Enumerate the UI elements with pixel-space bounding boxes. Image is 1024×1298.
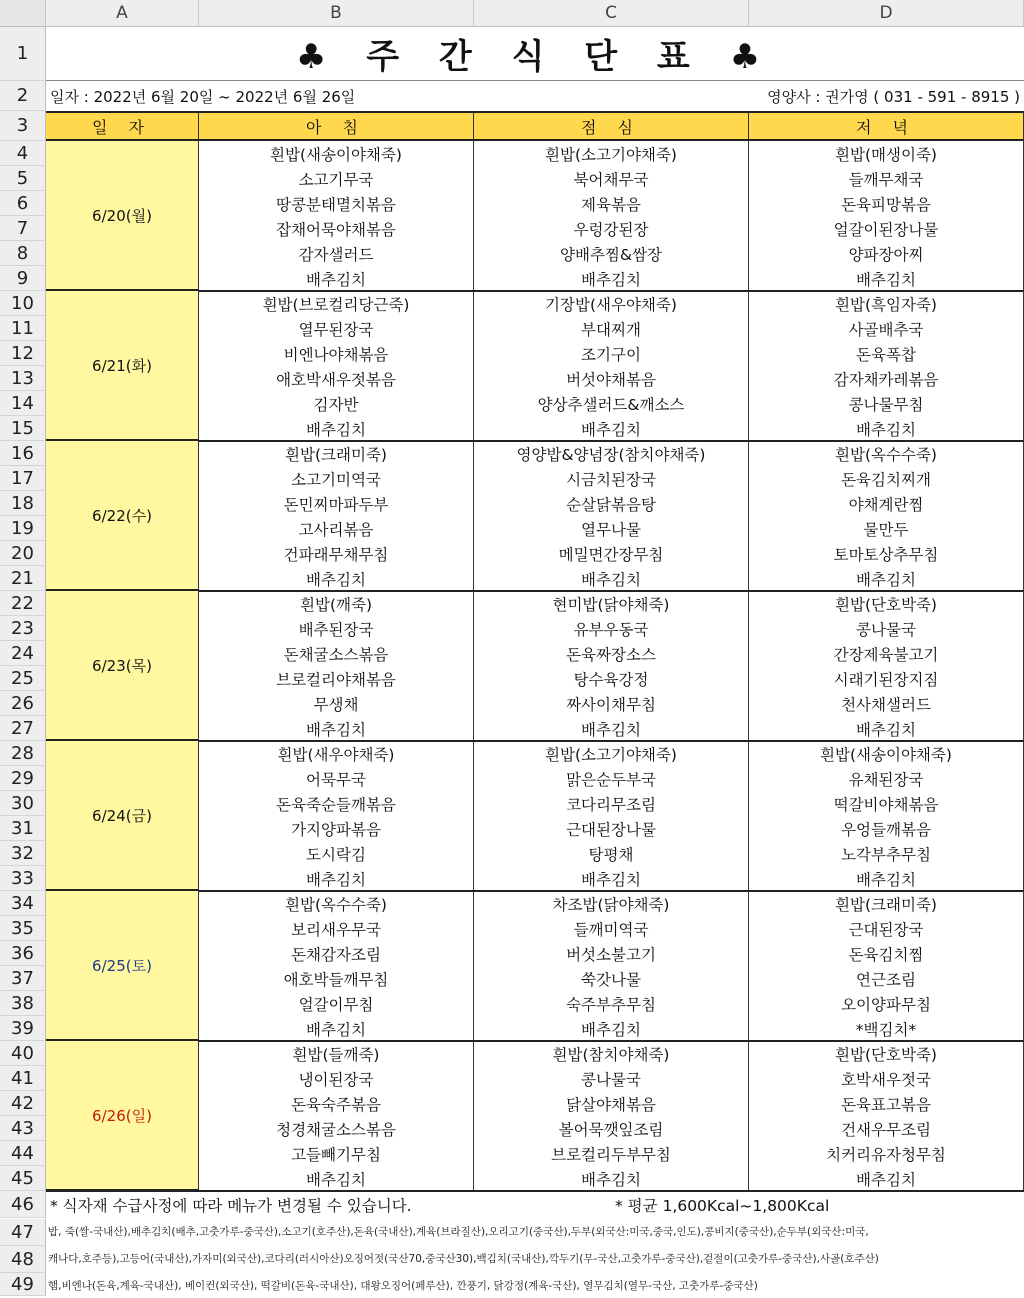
page-title[interactable]: ♣ 주 간 식 단 표 ♣: [46, 27, 1024, 81]
dinner-menu-item[interactable]: 흰밥(단호박죽): [749, 1041, 1024, 1066]
lunch-menu-item[interactable]: 양배추찜&쌈장: [474, 241, 749, 266]
row-header-33[interactable]: 33: [0, 866, 46, 891]
dinner-menu-item[interactable]: 천사채샐러드: [749, 691, 1024, 716]
row-header-18[interactable]: 18: [0, 491, 46, 516]
row-header-7[interactable]: 7: [0, 216, 46, 241]
dinner-menu-item[interactable]: 배추김치: [749, 716, 1024, 741]
breakfast-menu-item[interactable]: 흰밥(새우야채죽): [199, 741, 474, 766]
row-header-47[interactable]: 47: [0, 1219, 46, 1246]
dinner-menu-item[interactable]: 돈육폭찹: [749, 341, 1024, 366]
lunch-menu-item[interactable]: 짜사이채무침: [474, 691, 749, 716]
day-label[interactable]: 6/25(토): [46, 891, 199, 1041]
row-header-32[interactable]: 32: [0, 841, 46, 866]
breakfast-menu-item[interactable]: 땅콩분태멸치볶음: [199, 191, 474, 216]
lunch-menu-item[interactable]: 메밀면간장무침: [474, 541, 749, 566]
row-header-17[interactable]: 17: [0, 466, 46, 491]
row-header-38[interactable]: 38: [0, 991, 46, 1016]
row-header-12[interactable]: 12: [0, 341, 46, 366]
breakfast-menu-item[interactable]: 돈민찌마파두부: [199, 491, 474, 516]
breakfast-menu-item[interactable]: 김자반: [199, 391, 474, 416]
breakfast-menu-item[interactable]: 돈육죽순들깨볶음: [199, 791, 474, 816]
breakfast-menu-item[interactable]: 가지양파볶음: [199, 816, 474, 841]
breakfast-menu-item[interactable]: 냉이된장국: [199, 1066, 474, 1091]
dinner-menu-item[interactable]: 떡갈비야채볶음: [749, 791, 1024, 816]
row-header-11[interactable]: 11: [0, 316, 46, 341]
breakfast-menu-item[interactable]: 감자샐러드: [199, 241, 474, 266]
header-lunch[interactable]: 점 심: [474, 111, 749, 141]
row-header-45[interactable]: 45: [0, 1166, 46, 1191]
dinner-menu-item[interactable]: 돈육표고볶음: [749, 1091, 1024, 1116]
row-header-37[interactable]: 37: [0, 966, 46, 991]
row-header-10[interactable]: 10: [0, 291, 46, 316]
lunch-menu-item[interactable]: 흰밥(소고기야채죽): [474, 141, 749, 166]
breakfast-menu-item[interactable]: 무생채: [199, 691, 474, 716]
row-header-2[interactable]: 2: [0, 81, 46, 111]
breakfast-menu-item[interactable]: 돈채굴소스볶음: [199, 641, 474, 666]
lunch-menu-item[interactable]: 제육볶음: [474, 191, 749, 216]
dinner-menu-item[interactable]: 흰밥(크래미죽): [749, 891, 1024, 916]
breakfast-menu-item[interactable]: 건파래무채무침: [199, 541, 474, 566]
breakfast-menu-item[interactable]: 흰밥(옥수수죽): [199, 891, 474, 916]
dinner-menu-item[interactable]: 시래기된장지짐: [749, 666, 1024, 691]
day-label[interactable]: 6/20(월): [46, 141, 199, 291]
row-header-23[interactable]: 23: [0, 616, 46, 641]
dinner-menu-item[interactable]: 사골배추국: [749, 316, 1024, 341]
row-header-21[interactable]: 21: [0, 566, 46, 591]
dinner-menu-item[interactable]: *백김치*: [749, 1016, 1024, 1041]
lunch-menu-item[interactable]: 브로컬리두부무침: [474, 1141, 749, 1166]
lunch-menu-item[interactable]: 볼어묵깻잎조림: [474, 1116, 749, 1141]
lunch-menu-item[interactable]: 맑은순두부국: [474, 766, 749, 791]
header-dinner[interactable]: 저 녁: [749, 111, 1024, 141]
dinner-menu-item[interactable]: 간장제육불고기: [749, 641, 1024, 666]
row-header-5[interactable]: 5: [0, 166, 46, 191]
dinner-menu-item[interactable]: 배추김치: [749, 266, 1024, 291]
row-header-44[interactable]: 44: [0, 1141, 46, 1166]
breakfast-menu-item[interactable]: 소고기무국: [199, 166, 474, 191]
dinner-menu-item[interactable]: 흰밥(옥수수죽): [749, 441, 1024, 466]
row-header-26[interactable]: 26: [0, 691, 46, 716]
day-label[interactable]: 6/26(일): [46, 1041, 199, 1191]
column-header-a[interactable]: A: [46, 0, 199, 27]
row-header-3[interactable]: 3: [0, 111, 46, 141]
lunch-menu-item[interactable]: 조기구이: [474, 341, 749, 366]
breakfast-menu-item[interactable]: 얼갈이무침: [199, 991, 474, 1016]
dinner-menu-item[interactable]: 콩나물무침: [749, 391, 1024, 416]
lunch-menu-item[interactable]: 배추김치: [474, 266, 749, 291]
dinner-menu-item[interactable]: 토마토상추무침: [749, 541, 1024, 566]
header-date[interactable]: 일 자: [46, 111, 199, 141]
row-header-6[interactable]: 6: [0, 191, 46, 216]
row-header-22[interactable]: 22: [0, 591, 46, 616]
row-header-35[interactable]: 35: [0, 916, 46, 941]
dinner-menu-item[interactable]: 흰밥(단호박죽): [749, 591, 1024, 616]
breakfast-menu-item[interactable]: 브로컬리야채볶음: [199, 666, 474, 691]
row-header-9[interactable]: 9: [0, 266, 46, 291]
row-header-49[interactable]: 49: [0, 1273, 46, 1296]
day-label[interactable]: 6/21(화): [46, 291, 199, 441]
breakfast-menu-item[interactable]: 배추김치: [199, 416, 474, 441]
day-label[interactable]: 6/22(수): [46, 441, 199, 591]
row-header-25[interactable]: 25: [0, 666, 46, 691]
breakfast-menu-item[interactable]: 배추김치: [199, 1016, 474, 1041]
breakfast-menu-item[interactable]: 열무된장국: [199, 316, 474, 341]
lunch-menu-item[interactable]: 탕수육강정: [474, 666, 749, 691]
dinner-menu-item[interactable]: 호박새우젓국: [749, 1066, 1024, 1091]
breakfast-menu-item[interactable]: 흰밥(들깨죽): [199, 1041, 474, 1066]
breakfast-menu-item[interactable]: 고들빼기무침: [199, 1141, 474, 1166]
dinner-menu-item[interactable]: 배추김치: [749, 866, 1024, 891]
breakfast-menu-item[interactable]: 흰밥(새송이야채죽): [199, 141, 474, 166]
lunch-menu-item[interactable]: 배추김치: [474, 1166, 749, 1191]
dinner-menu-item[interactable]: 치커리유자청무침: [749, 1141, 1024, 1166]
row-header-28[interactable]: 28: [0, 741, 46, 766]
dinner-menu-item[interactable]: 흰밥(새송이야채죽): [749, 741, 1024, 766]
breakfast-menu-item[interactable]: 고사리볶음: [199, 516, 474, 541]
dinner-menu-item[interactable]: 돈육김치찜: [749, 941, 1024, 966]
breakfast-menu-item[interactable]: 배추김치: [199, 266, 474, 291]
lunch-menu-item[interactable]: 탕평채: [474, 841, 749, 866]
lunch-menu-item[interactable]: 배추김치: [474, 416, 749, 441]
lunch-menu-item[interactable]: 배추김치: [474, 716, 749, 741]
breakfast-menu-item[interactable]: 배추김치: [199, 566, 474, 591]
day-label[interactable]: 6/24(금): [46, 741, 199, 891]
row-header-42[interactable]: 42: [0, 1091, 46, 1116]
row-header-16[interactable]: 16: [0, 441, 46, 466]
breakfast-menu-item[interactable]: 돈채감자조림: [199, 941, 474, 966]
breakfast-menu-item[interactable]: 흰밥(깨죽): [199, 591, 474, 616]
lunch-menu-item[interactable]: 양상추샐러드&깨소스: [474, 391, 749, 416]
origin-line-3[interactable]: 햄,비엔나(돈육,계육-국내산), 베이컨(외국산), 떡갈비(돈육-국내산), 대왕오징어(페루산), 깐풍기, 닭강정(계육-국산), 열무김치(열무-국산, 고춧가루-중국산): [48, 1280, 758, 1292]
breakfast-menu-item[interactable]: 도시락김: [199, 841, 474, 866]
lunch-menu-item[interactable]: 영양밥&양념장(참치야채죽): [474, 441, 749, 466]
row-header-48[interactable]: 48: [0, 1246, 46, 1273]
dinner-menu-item[interactable]: 야채계란찜: [749, 491, 1024, 516]
breakfast-menu-item[interactable]: 어묵무국: [199, 766, 474, 791]
dinner-menu-item[interactable]: 얼갈이된장나물: [749, 216, 1024, 241]
dinner-menu-item[interactable]: 양파장아찌: [749, 241, 1024, 266]
lunch-menu-item[interactable]: 버섯소불고기: [474, 941, 749, 966]
column-header-d[interactable]: D: [749, 0, 1024, 27]
lunch-menu-item[interactable]: 순살닭볶음탕: [474, 491, 749, 516]
breakfast-menu-item[interactable]: 애호박들깨무침: [199, 966, 474, 991]
breakfast-menu-item[interactable]: 배추된장국: [199, 616, 474, 641]
dinner-menu-item[interactable]: 물만두: [749, 516, 1024, 541]
origin-line-1[interactable]: 밥, 죽(쌀-국내산),배추김치(배추,고춧가루-중국산),소고기(호주산),돈육(국내산),계육(브라질산),오리고기(중국산),두부(외국산:미국,중국,인도),콩비지(중국산),순두부(외국산:미국,: [48, 1226, 869, 1238]
breakfast-menu-item[interactable]: 소고기미역국: [199, 466, 474, 491]
dinner-menu-item[interactable]: 배추김치: [749, 566, 1024, 591]
column-header-c[interactable]: C: [474, 0, 749, 27]
header-breakfast[interactable]: 아 침: [199, 111, 474, 141]
lunch-menu-item[interactable]: 돈육짜장소스: [474, 641, 749, 666]
lunch-menu-item[interactable]: 근대된장나물: [474, 816, 749, 841]
dinner-menu-item[interactable]: 흰밥(흑임자죽): [749, 291, 1024, 316]
lunch-menu-item[interactable]: 숙주부추무침: [474, 991, 749, 1016]
lunch-menu-item[interactable]: 배추김치: [474, 1016, 749, 1041]
dinner-menu-item[interactable]: 배추김치: [749, 1166, 1024, 1191]
lunch-menu-item[interactable]: 콩나물국: [474, 1066, 749, 1091]
column-header-b[interactable]: B: [199, 0, 474, 27]
dinner-menu-item[interactable]: 근대된장국: [749, 916, 1024, 941]
row-header-8[interactable]: 8: [0, 241, 46, 266]
row-header-34[interactable]: 34: [0, 891, 46, 916]
row-header-4[interactable]: 4: [0, 141, 46, 166]
row-header-27[interactable]: 27: [0, 716, 46, 741]
dinner-menu-item[interactable]: 연근조림: [749, 966, 1024, 991]
row-header-39[interactable]: 39: [0, 1016, 46, 1041]
dinner-menu-item[interactable]: 감자채카레볶음: [749, 366, 1024, 391]
breakfast-menu-item[interactable]: 배추김치: [199, 716, 474, 741]
breakfast-menu-item[interactable]: 잡채어묵야채볶음: [199, 216, 474, 241]
breakfast-menu-item[interactable]: 배추김치: [199, 866, 474, 891]
row-header-24[interactable]: 24: [0, 641, 46, 666]
lunch-menu-item[interactable]: 닭살야채볶음: [474, 1091, 749, 1116]
lunch-menu-item[interactable]: 코다리무조림: [474, 791, 749, 816]
lunch-menu-item[interactable]: 시금치된장국: [474, 466, 749, 491]
dinner-menu-item[interactable]: 배추김치: [749, 416, 1024, 441]
dinner-menu-item[interactable]: 콩나물국: [749, 616, 1024, 641]
lunch-menu-item[interactable]: 흰밥(참치야채죽): [474, 1041, 749, 1066]
dinner-menu-item[interactable]: 오이양파무침: [749, 991, 1024, 1016]
row-header-20[interactable]: 20: [0, 541, 46, 566]
row-header-43[interactable]: 43: [0, 1116, 46, 1141]
select-all-corner[interactable]: [0, 0, 46, 27]
dinner-menu-item[interactable]: 흰밥(매생이죽): [749, 141, 1024, 166]
row-header-36[interactable]: 36: [0, 941, 46, 966]
breakfast-menu-item[interactable]: 돈육숙주볶음: [199, 1091, 474, 1116]
day-label[interactable]: 6/23(목): [46, 591, 199, 741]
lunch-menu-item[interactable]: 흰밥(소고기야채죽): [474, 741, 749, 766]
lunch-menu-item[interactable]: 쑥갓나물: [474, 966, 749, 991]
lunch-menu-item[interactable]: 배추김치: [474, 566, 749, 591]
breakfast-menu-item[interactable]: 보리새우무국: [199, 916, 474, 941]
row-header-41[interactable]: 41: [0, 1066, 46, 1091]
row-header-13[interactable]: 13: [0, 366, 46, 391]
period-text[interactable]: 일자 : 2022년 6월 20일 ~ 2022년 6월 26일: [50, 87, 356, 106]
breakfast-menu-item[interactable]: 흰밥(브로컬리당근죽): [199, 291, 474, 316]
lunch-menu-item[interactable]: 차조밥(닭야채죽): [474, 891, 749, 916]
lunch-menu-item[interactable]: 열무나물: [474, 516, 749, 541]
lunch-menu-item[interactable]: 부대찌개: [474, 316, 749, 341]
row-header-1[interactable]: 1: [0, 27, 46, 81]
row-header-46[interactable]: 46: [0, 1191, 46, 1218]
breakfast-menu-item[interactable]: 애호박새우젓볶음: [199, 366, 474, 391]
breakfast-menu-item[interactable]: 흰밥(크래미죽): [199, 441, 474, 466]
row-header-31[interactable]: 31: [0, 816, 46, 841]
dinner-menu-item[interactable]: 유채된장국: [749, 766, 1024, 791]
breakfast-menu-item[interactable]: 비엔나야채볶음: [199, 341, 474, 366]
lunch-menu-item[interactable]: 유부우동국: [474, 616, 749, 641]
breakfast-menu-item[interactable]: 배추김치: [199, 1166, 474, 1191]
breakfast-menu-item[interactable]: 청경채굴소스볶음: [199, 1116, 474, 1141]
row-header-29[interactable]: 29: [0, 766, 46, 791]
dinner-menu-item[interactable]: 우엉들깨볶음: [749, 816, 1024, 841]
row-header-19[interactable]: 19: [0, 516, 46, 541]
lunch-menu-item[interactable]: 우렁강된장: [474, 216, 749, 241]
row-header-40[interactable]: 40: [0, 1041, 46, 1066]
notice-calories[interactable]: * 평균 1,600Kcal~1,800Kcal: [615, 1196, 830, 1215]
dinner-menu-item[interactable]: 돈육피망볶음: [749, 191, 1024, 216]
row-header-14[interactable]: 14: [0, 391, 46, 416]
row-header-15[interactable]: 15: [0, 416, 46, 441]
dietitian-text[interactable]: 영양사 : 권가영 ( 031 - 591 - 8915 ): [767, 87, 1020, 106]
dinner-menu-item[interactable]: 들깨무채국: [749, 166, 1024, 191]
dinner-menu-item[interactable]: 건새우무조림: [749, 1116, 1024, 1141]
lunch-menu-item[interactable]: 배추김치: [474, 866, 749, 891]
lunch-menu-item[interactable]: 들깨미역국: [474, 916, 749, 941]
row-header-30[interactable]: 30: [0, 791, 46, 816]
dinner-menu-item[interactable]: 노각부추무침: [749, 841, 1024, 866]
lunch-menu-item[interactable]: 버섯야채볶음: [474, 366, 749, 391]
origin-line-2[interactable]: 캐나다,호주등),고등어(국내산),가자미(외국산),코다리(러시아산)오징어젓(국산70,중국산30),백김치(국내산),깍두기(무-국산,고춧가루-중국산),겉절이(고춧가루-중국산),사골(호주산): [48, 1253, 879, 1265]
notice-menu-change[interactable]: * 식자재 수급사정에 따라 메뉴가 변경될 수 있습니다.: [50, 1196, 412, 1215]
dinner-menu-item[interactable]: 돈육김치찌개: [749, 466, 1024, 491]
lunch-menu-item[interactable]: 북어채무국: [474, 166, 749, 191]
lunch-menu-item[interactable]: 기장밥(새우야채죽): [474, 291, 749, 316]
lunch-menu-item[interactable]: 현미밥(닭야채죽): [474, 591, 749, 616]
